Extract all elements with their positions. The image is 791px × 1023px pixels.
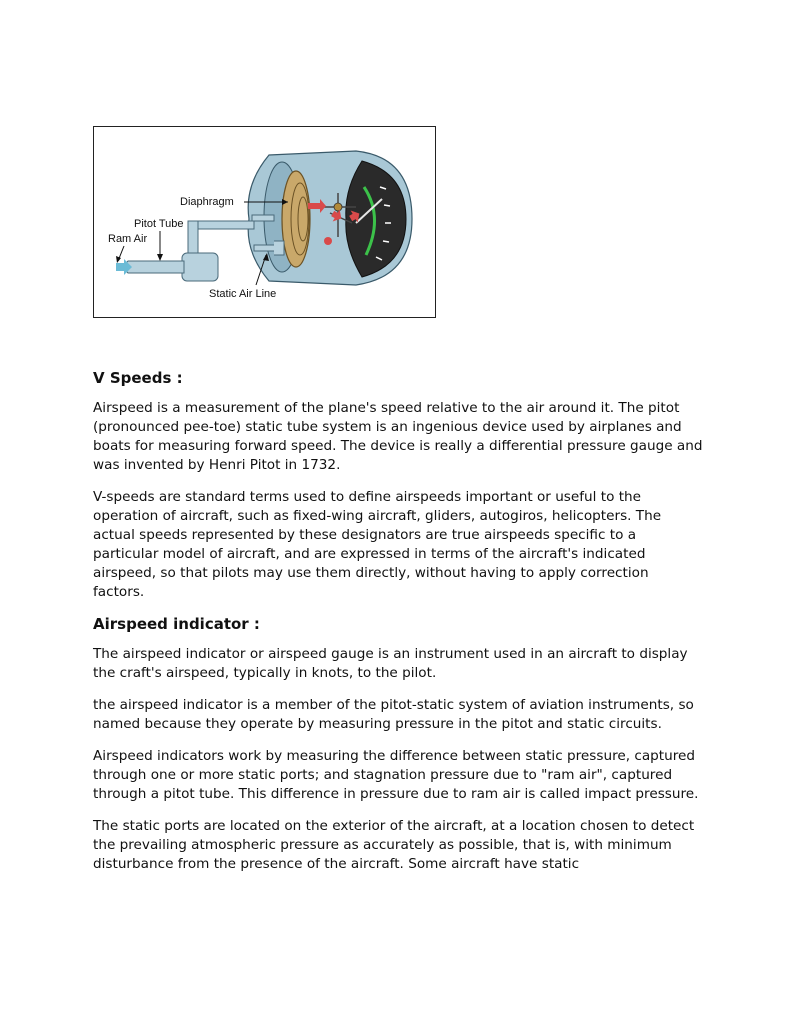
paragraph: The static ports are located on the exterior of the aircraft, at a location chosen to detect the prevailing atmospheric pressure as accurately as possible, that is, with minimum disturbance from the presence of the aircraft. Some aircraft have static (93, 818, 695, 872)
diaphragm (282, 171, 310, 267)
paragraph: the airspeed indicator is a member of the pitot-static system of aviation instruments, so named because they operate by measuring pressure in the pitot and static circuits. (93, 697, 694, 732)
label-diaphragm: Diaphragm (180, 196, 234, 208)
diagram-svg (94, 127, 435, 317)
article-body (93, 360, 703, 874)
label-pitot-tube: Pitot Tube (134, 218, 184, 230)
label-static-air-line: Static Air Line (209, 288, 277, 300)
heading-v-speeds: V Speeds : (93, 369, 183, 387)
heading-airspeed-indicator: Airspeed indicator : (93, 615, 260, 633)
airspeed-indicator-diagram (93, 126, 436, 318)
paragraph: The airspeed indicator or airspeed gauge is an instrument used in an aircraft to display the craft's airspeed, typically in knots, to the pilot. (93, 646, 688, 681)
pitot-tube (116, 221, 254, 281)
paragraph: V-speeds are standard terms used to define airspeeds important or useful to the operation of aircraft, such as fixed-wing aircraft, gliders, autogiros, helicopters. The actual speeds represented by these designators are true airspeeds specific to a particular model of aircraft, and are expressed in terms of the aircraft's indicated airspeed, so that pilots may use them directly, without having to apply correction factors. (93, 489, 662, 600)
label-ram-air: Ram Air (108, 233, 148, 245)
paragraph: Airspeed indicators work by measuring the difference between static pressure, captured through one or more static ports; and stagnation pressure due to "ram air", captured through a pitot tube. This difference in pressure due to ram air is called impact pressure. (93, 748, 699, 802)
paragraph: Airspeed is a measurement of the plane's speed relative to the air around it. The pitot (pronounced pee-toe) static tube system is an ingenious device used by airplanes and boats for measuring forward speed. The device is really a differential pressure gauge and was invented by Henri Pitot in 1732. (93, 400, 703, 473)
